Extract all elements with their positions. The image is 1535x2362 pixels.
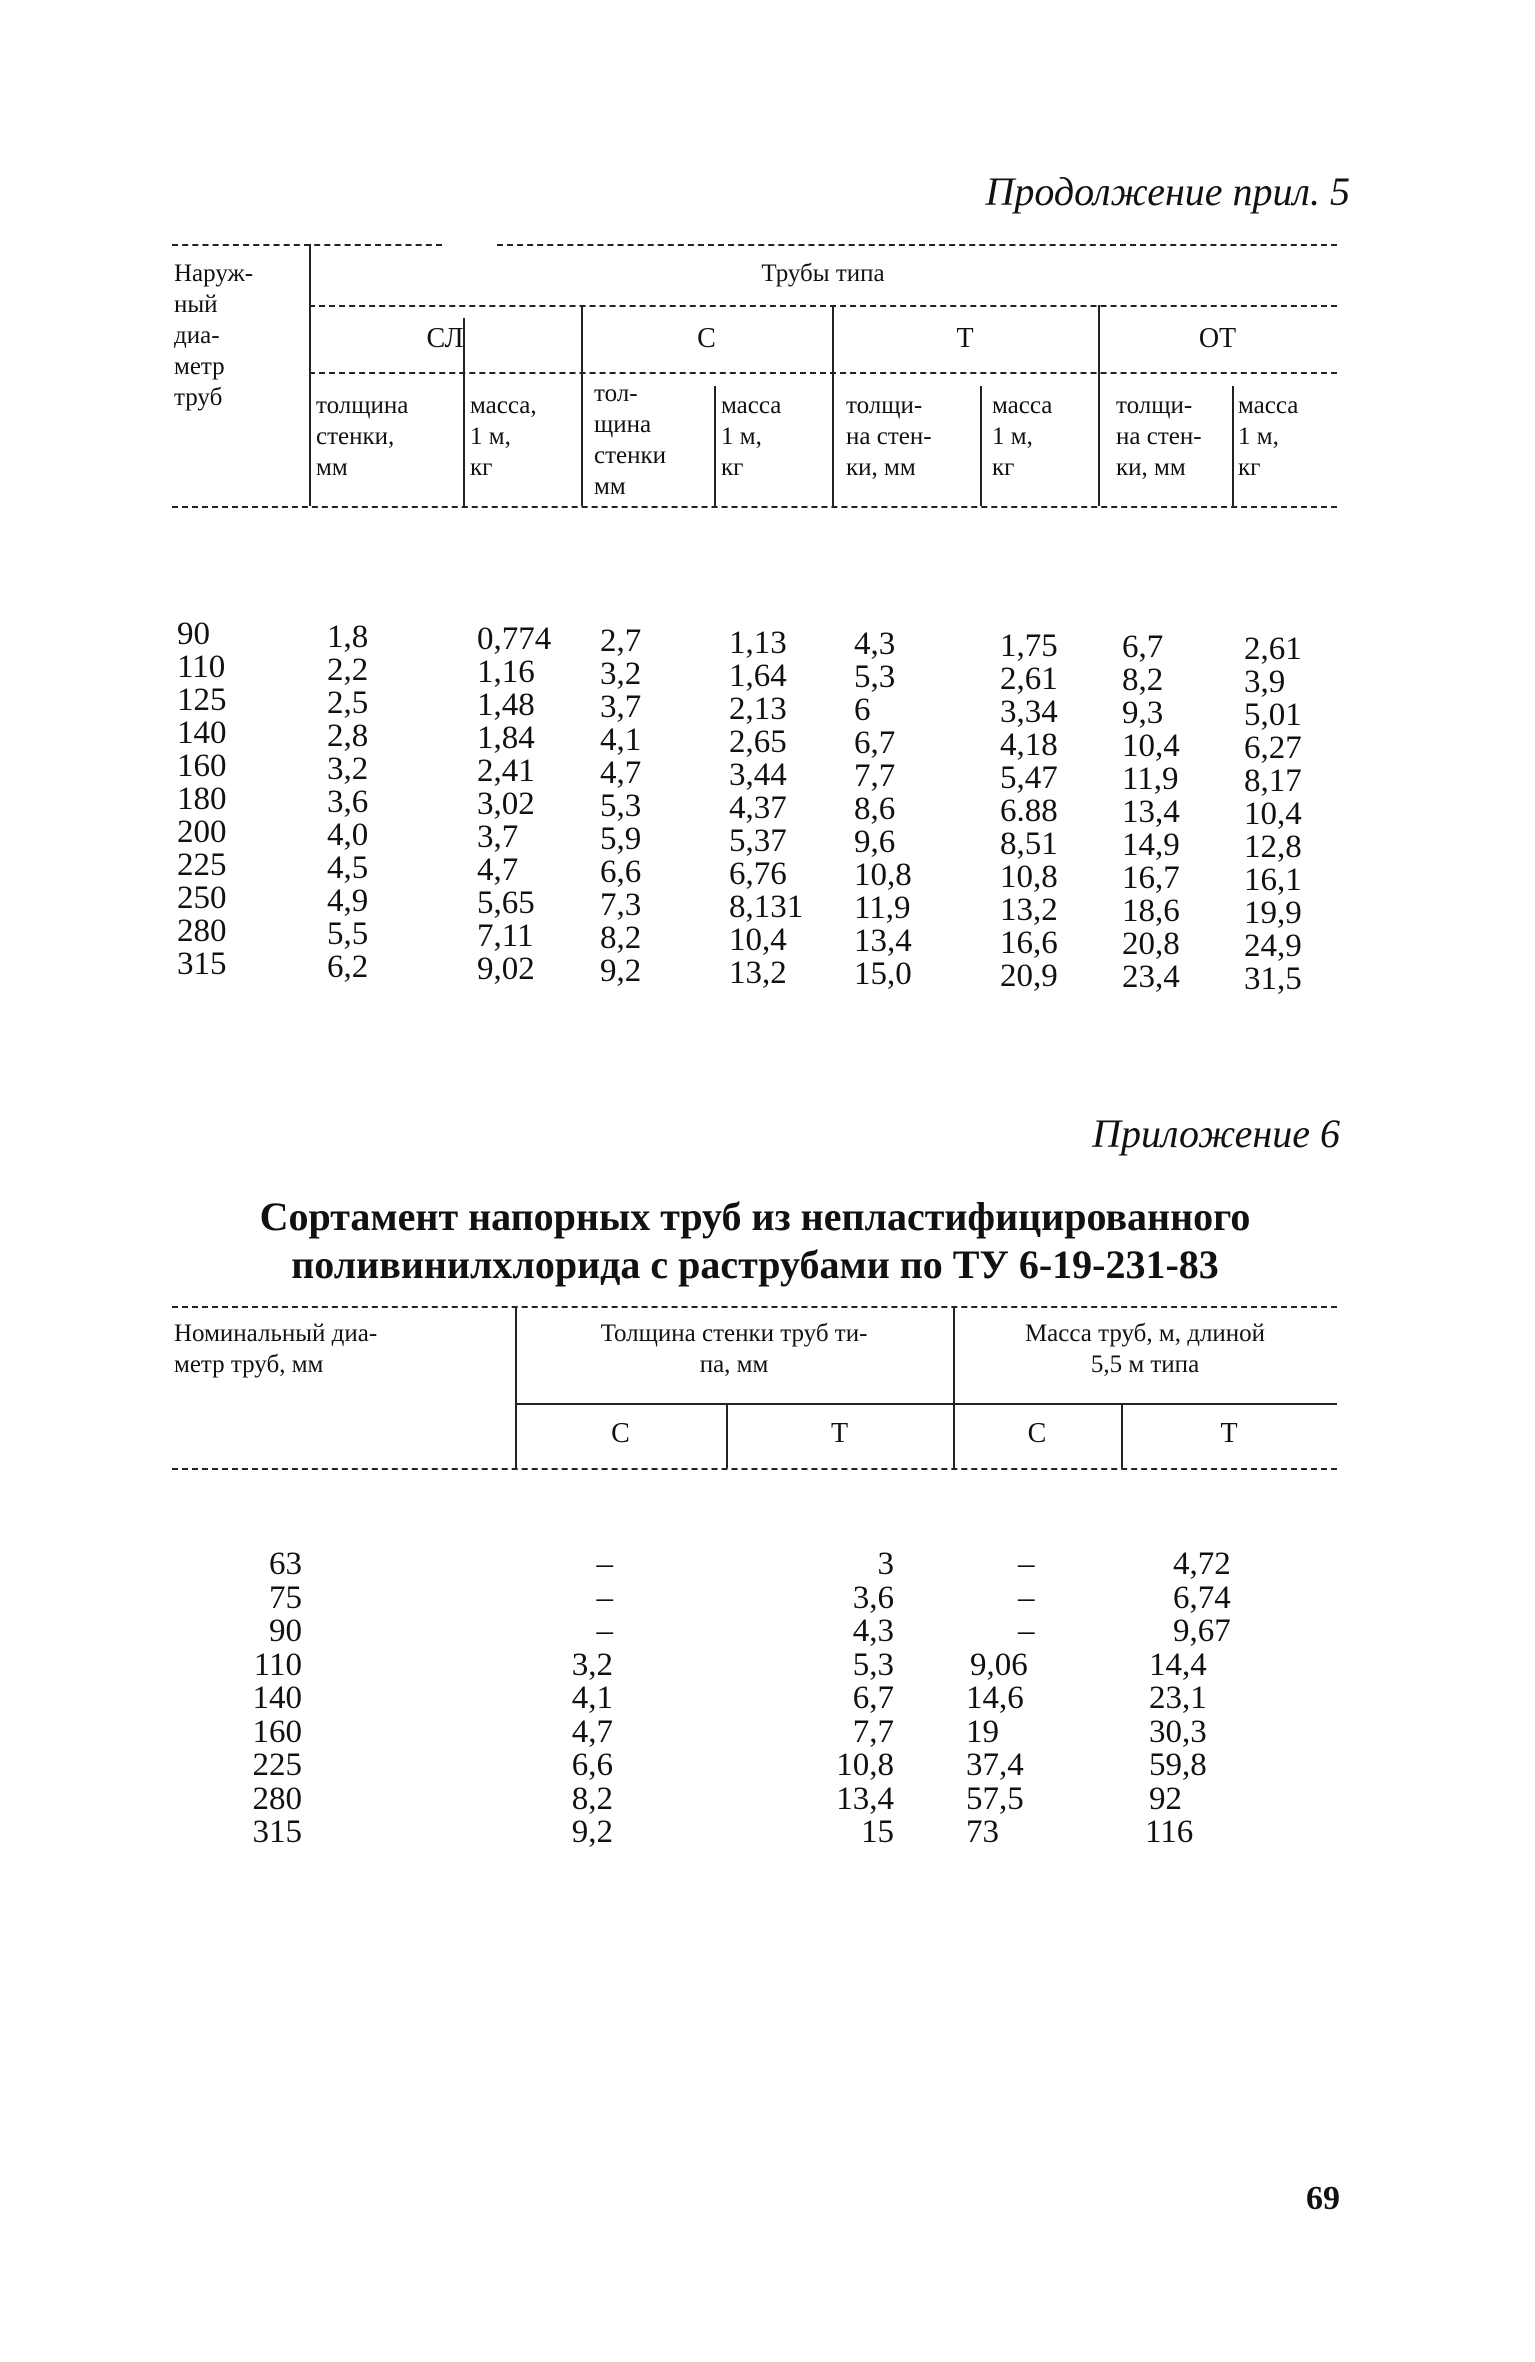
t1-cell: 16,7 [1122, 860, 1180, 896]
t1-cell: 4,3 [854, 626, 896, 662]
t1-cell: 6.88 [1000, 793, 1058, 829]
t1-cell: 4,1 [600, 722, 642, 758]
t2-cell: 57,5 [966, 1780, 1024, 1817]
t2-col-mass-s [966, 1482, 1086, 1883]
t2-cell: – [596, 1546, 613, 1582]
t1-cell: 7,11 [477, 918, 534, 954]
t1-cell: 3,34 [1000, 694, 1058, 730]
t2-sub-thickness-t: Т [830, 1418, 849, 1449]
t2-cell: 15 [861, 1814, 894, 1850]
t1-type-sl: СЛ [426, 323, 464, 354]
t1-cell: 4,9 [327, 883, 369, 919]
t2-col-mass-t [1143, 1482, 1243, 1883]
t1-top-rule-left [172, 244, 442, 246]
t1-cell: 4,7 [477, 852, 519, 888]
t1-cell: 8,2 [1122, 662, 1164, 698]
t2-cell: 4,1 [571, 1680, 613, 1716]
t1-cell: 8,2 [600, 920, 642, 956]
t1-cell: 10,8 [854, 857, 912, 893]
t1-cell: 1,84 [477, 720, 535, 756]
t2-cell: 30,3 [1149, 1713, 1207, 1750]
t1-col-s-thickness [600, 559, 641, 1021]
t1-cell: 16,1 [1244, 862, 1302, 898]
t1-sub-ot-mass: масса 1 м, кг [1238, 392, 1299, 481]
t1-cell: 18,6 [1122, 893, 1180, 929]
t2-cell: – [1018, 1613, 1035, 1649]
t1-cell: 2,5 [327, 685, 369, 721]
t1-cell: 2,41 [477, 753, 535, 789]
t1-sub-t-mass: масса 1 м, кг [992, 392, 1053, 481]
t1-col-ot-thickness [1122, 565, 1180, 1027]
t1-cell: 280 [177, 913, 227, 949]
t1-cell: 4,37 [729, 790, 787, 826]
t1-cell: 3,44 [729, 757, 787, 793]
t1-cell: 20,8 [1122, 926, 1180, 962]
t1-vrule [1232, 386, 1234, 506]
t1-cell: 31,5 [1244, 961, 1302, 997]
t1-cell: 20,9 [1000, 958, 1058, 994]
t1-sub-t-thickness: толщи- на стен- ки, мм [846, 392, 932, 481]
t1-cell: 11,9 [854, 890, 911, 926]
t1-cell: 0,774 [477, 621, 552, 657]
t1-cell: 11,9 [1122, 761, 1179, 797]
t1-cell: 19,9 [1244, 895, 1302, 931]
t2-cell: 13,4 [836, 1780, 894, 1817]
t2-cell: 73 [966, 1814, 999, 1850]
t1-sub-s-mass: масса 1 м, кг [721, 392, 782, 481]
t2-cell: 225 [252, 1747, 302, 1783]
t1-cell: 1,75 [1000, 628, 1058, 664]
t2-cell: 59,8 [1149, 1747, 1207, 1783]
t1-header-pipe-types: Трубы типа [761, 260, 885, 287]
t1-cell: 10,4 [1122, 728, 1180, 764]
t2-cell: – [596, 1579, 613, 1616]
t2-top-rule [172, 1306, 1337, 1308]
t1-cell: 6,27 [1244, 730, 1302, 766]
t1-cell: 5,65 [477, 885, 535, 921]
t2-sub-thickness-s: С [611, 1418, 630, 1449]
t1-cell: 4,18 [1000, 727, 1058, 763]
t1-cell: 12,8 [1244, 829, 1302, 865]
t2-cell: 116 [1145, 1814, 1194, 1850]
t1-cell: 3,2 [327, 751, 369, 787]
t2-sub-mass-s: С [1027, 1418, 1047, 1449]
t1-cell: 9,02 [477, 951, 535, 987]
t2-cell: 3 [877, 1546, 894, 1582]
t1-cell: 23,4 [1122, 959, 1180, 995]
t2-cell: 6,7 [852, 1680, 894, 1716]
t1-cell: 13,4 [1122, 794, 1180, 830]
t1-cell: 8,6 [854, 791, 896, 827]
t1-cell: 3,7 [477, 819, 519, 855]
appendix-6-caption: Приложение 6 [1092, 1111, 1340, 1156]
t2-cell: – [1018, 1546, 1035, 1582]
t1-cell: 2,65 [729, 724, 787, 760]
t1-cell: 5,47 [1000, 760, 1058, 796]
t1-cell: 160 [177, 748, 227, 784]
continuation-caption: Продолжение прил. 5 [985, 169, 1350, 214]
t2-cell: – [1018, 1579, 1035, 1616]
t1-header-diameter: Наруж- ный диа- метр труб [174, 260, 254, 411]
t2-cell: 6,74 [1173, 1579, 1231, 1616]
t2-header-diameter: Номинальный диа- метр труб, мм [174, 1320, 378, 1378]
t1-cell: 4,0 [327, 817, 369, 853]
t1-cell: 6 [854, 692, 871, 728]
t2-cell: 4,72 [1173, 1546, 1231, 1582]
t1-sub-s-thickness: тол- щина стенки мм [594, 380, 667, 500]
t1-cell: 2,8 [327, 718, 369, 754]
t1-cell: 10,4 [1244, 796, 1302, 832]
t1-cell: 7,7 [854, 758, 896, 794]
t1-cell: 6,7 [1122, 629, 1164, 665]
t2-title: Сортамент напорных труб из непластифицированного поливинилхлорида с раструбами по ТУ 6-19-231-83 [259, 1194, 1251, 1287]
t1-cell: 7,3 [600, 887, 642, 923]
t2-cell: 90 [269, 1613, 302, 1649]
t1-top-rule-right [497, 244, 1337, 246]
t2-sub-mass-t: Т [1220, 1418, 1238, 1449]
t2-header-thickness: Толщина стенки труб ти- па, мм [600, 1320, 868, 1378]
t1-cell: 110 [177, 649, 226, 685]
t2-cell: – [596, 1613, 613, 1649]
t1-cell: 6,6 [600, 854, 642, 890]
t2-cell: 160 [252, 1713, 302, 1750]
t1-cell: 10,8 [1000, 859, 1058, 895]
t1-cell: 225 [177, 847, 227, 883]
t2-cell: 23,1 [1149, 1680, 1207, 1716]
t2-cell: 3,6 [852, 1579, 894, 1616]
t1-col-sl-thickness [327, 555, 368, 1017]
t1-cell: 13,2 [729, 955, 787, 991]
t1-cell: 140 [177, 715, 227, 751]
t1-cell: 8,17 [1244, 763, 1302, 799]
t1-sub-ot-thickness: толщи- на стен- ки, мм [1116, 392, 1202, 481]
t1-cell: 15,0 [854, 956, 912, 992]
t2-cell: 3,2 [571, 1646, 613, 1683]
t1-cell: 3,7 [600, 689, 642, 725]
t1-cell: 5,3 [854, 659, 896, 695]
t2-cell: 14,4 [1149, 1646, 1207, 1683]
t1-col-s-mass [729, 561, 803, 1023]
t1-cell: 5,3 [600, 788, 642, 824]
t1-cell: 180 [177, 781, 227, 817]
t2-cell: 4,7 [571, 1713, 613, 1750]
t2-header-mass: Масса труб, м, длиной 5,5 м типа [1024, 1320, 1266, 1378]
t2-cell: 315 [252, 1814, 302, 1850]
t1-col-t-thickness [854, 562, 912, 1024]
t1-cell: 4,7 [600, 755, 642, 791]
t1-cell: 2,13 [729, 691, 787, 727]
t1-cell: 2,7 [600, 623, 642, 659]
t1-col-sl-mass [477, 557, 551, 1019]
t1-cell: 9,3 [1122, 695, 1164, 731]
t1-type-s: С [697, 323, 716, 354]
t2-cell: 8,2 [571, 1780, 613, 1817]
t2-cell: 110 [253, 1646, 302, 1683]
t1-cell: 16,6 [1000, 925, 1058, 961]
t1-cell: 200 [177, 814, 227, 850]
t2-cell: 6,6 [571, 1747, 613, 1783]
t2-col-diameter [230, 1482, 302, 1883]
t1-cell: 8,131 [729, 889, 804, 925]
t2-cell: 75 [269, 1579, 302, 1616]
t2-cell: 140 [252, 1680, 302, 1716]
t1-sub-sl-mass: масса, 1 м, кг [470, 392, 537, 481]
t2-cell: 9,67 [1173, 1613, 1231, 1649]
t2-cell: 7,7 [852, 1713, 894, 1750]
t2-col-thickness-t [804, 1482, 894, 1883]
t1-col-t-mass [1000, 564, 1058, 1026]
t1-cell: 1,16 [477, 654, 535, 690]
t2-cell: 19 [966, 1713, 999, 1750]
t1-cell: 3,2 [600, 656, 642, 692]
t1-col-diameter [177, 552, 227, 1014]
t1-cell: 1,64 [729, 658, 787, 694]
t2-col-thickness-s [553, 1482, 613, 1883]
t1-cell: 10,4 [729, 922, 787, 958]
t1-cell: 4,5 [327, 850, 369, 886]
t1-cell: 125 [177, 682, 227, 718]
t1-header-bottom-rule [172, 506, 1337, 508]
t2-cell: 5,3 [852, 1646, 894, 1683]
t2-cell: 92 [1149, 1780, 1182, 1817]
t1-cell: 9,6 [854, 824, 896, 860]
t1-cell: 14,9 [1122, 827, 1180, 863]
t1-sub-sl-thickness: толщина стенки, мм [316, 392, 409, 481]
t1-cell: 250 [177, 880, 227, 916]
t2-cell: 63 [269, 1546, 302, 1582]
t1-cell: 1,8 [327, 619, 369, 655]
t1-cell: 2,61 [1000, 661, 1058, 697]
t1-cell: 6,76 [729, 856, 787, 892]
t1-group-rule [309, 305, 1337, 307]
t1-type-rule [309, 372, 1337, 374]
t1-cell: 2,61 [1244, 631, 1302, 667]
t1-cell: 9,2 [600, 953, 642, 989]
t1-cell: 5,5 [327, 916, 369, 952]
t1-cell: 5,9 [600, 821, 642, 857]
t2-cell: 10,8 [836, 1747, 894, 1783]
t1-cell: 315 [177, 946, 227, 982]
t2-cell: 4,3 [852, 1613, 894, 1649]
t2-cell: 14,6 [966, 1680, 1024, 1716]
t1-cell: 1,13 [729, 625, 787, 661]
t1-cell: 3,02 [477, 786, 535, 822]
t2-cell: 280 [252, 1780, 302, 1817]
t1-cell: 3,9 [1244, 664, 1286, 700]
t1-cell: 6,2 [327, 949, 369, 985]
page-number: 69 [1306, 2180, 1340, 2217]
t2-cell: 9,2 [571, 1814, 613, 1850]
t1-cell: 13,4 [854, 923, 912, 959]
t1-vrule [980, 386, 982, 506]
t1-type-t: Т [956, 323, 974, 354]
t1-col-ot-mass [1244, 567, 1302, 1029]
t1-cell: 3,6 [327, 784, 369, 820]
t1-cell: 5,37 [729, 823, 787, 859]
t2-cell: 9,06 [970, 1646, 1028, 1683]
t1-type-ot: ОТ [1198, 323, 1237, 354]
t2-sub-rule [515, 1403, 1337, 1405]
t1-cell: 90 [177, 616, 210, 652]
t1-cell: 8,51 [1000, 826, 1058, 862]
t1-cell: 24,9 [1244, 928, 1302, 964]
t1-cell: 6,7 [854, 725, 896, 761]
t2-cell: 37,4 [966, 1747, 1024, 1783]
t2-header-bottom-rule [172, 1468, 1337, 1470]
t1-cell: 1,48 [477, 687, 535, 723]
t1-cell: 2,2 [327, 652, 369, 688]
t1-cell: 13,2 [1000, 892, 1058, 928]
t1-vrule [714, 386, 716, 506]
t1-cell: 5,01 [1244, 697, 1302, 733]
